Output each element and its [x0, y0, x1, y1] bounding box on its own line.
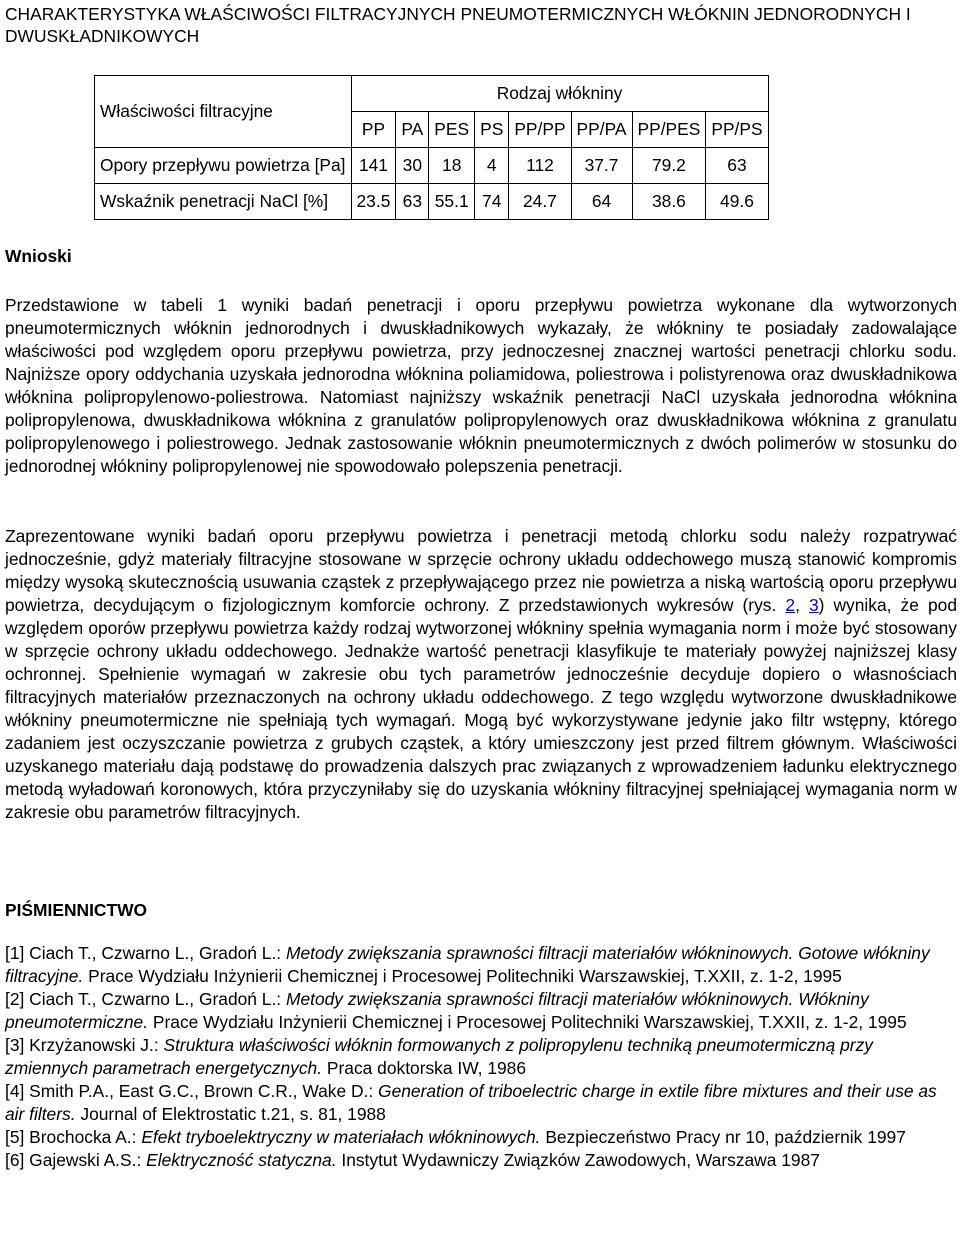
- table-cell: 18: [429, 148, 475, 184]
- reference-item: [5, 1034, 957, 1080]
- document-title: CHARAKTERYSTYKA WŁAŚCIWOŚCI FILTRACYJNYCH PNEUMOTERMICZNYCH WŁÓKNIN JEDNORODNYCH I DWUSKŁADNIKOWYCH: [5, 4, 911, 46]
- reference-source: Bezpieczeństwo Pracy nr 10, październik 1997: [540, 1127, 906, 1147]
- reference-title: Generation of triboelectric charge in extile fibre mixtures and their use as air filters.: [5, 1081, 937, 1124]
- reference-source: Praca doktorska IW, 1986: [322, 1058, 527, 1078]
- table-cell: 30: [396, 148, 429, 184]
- reference-item: [5, 1149, 957, 1172]
- conclusions-heading: Wnioski: [5, 246, 72, 266]
- reference-item: [5, 942, 957, 988]
- reference-source: Journal of Elektrostatic t.21, s. 81, 1988: [75, 1104, 386, 1124]
- table-cell: 112: [509, 148, 571, 184]
- reference-authors: [6] Gajewski A.S.:: [5, 1150, 147, 1170]
- reference-source: Prace Wydziału Inżynierii Chemicznej i Procesowej Politechniki Warszawskiej, T.XXII, z. 1-2, 1995: [83, 966, 842, 986]
- table-cell: 55.1: [429, 184, 475, 220]
- row-label: Wskaźnik penetracji NaCl [%]: [95, 184, 352, 220]
- reference-source: Prace Wydziału Inżynierii Chemicznej i Procesowej Politechniki Warszawskiej, T.XXII, z. 1-2, 1995: [148, 1012, 907, 1032]
- reference-item: [5, 988, 957, 1034]
- conclusions-paragraph-1: Przedstawione w tabeli 1 wyniki badań penetracji i oporu przepływu powietrza wykonane dla wytworzonych pneumotermicznych włóknin jednorodnych i dwuskładnikowych wykazały, że włókniny te posiadały zadowalające właściwości pod względem oporu przepływu powietrza, przy jednoczesnej znacznej wartości penetracji chlorku sodu. Najniższe opory oddychania uzyskała jednorodna włóknina poliamidowa, poliestrowa i polistyrenowa oraz dwuskładnikowa włóknina polipropylenowo-poliestrowa. Natomiast najniższy wskaźnik penetracji NaCl uzyskała jednorodna włóknina polipropylenowa, dwuskładnikowa włóknina z granulatów polipropylenowych oraz dwuskładnikowa włóknina z granulatu polipropylenowego i poliestrowego. Jednak zastosowanie włóknin pneumotermicznych z dwóch polimerów w stosunku do jednorodnej włókniny polipropylenowej nie spowodowało polepszenia penetracji.: [5, 295, 957, 476]
- table-row: [95, 148, 769, 184]
- reference-item: [5, 1080, 957, 1126]
- table-cell: 4: [475, 148, 509, 184]
- property-header-cell: Właściwości filtracyjne: [95, 76, 352, 148]
- reference-title: Metody zwiększania sprawności filtracji materiałów włókninowych. Gotowe włókniny filtracyjne.: [5, 943, 930, 986]
- reference-item: [5, 1126, 957, 1149]
- column-header: PP/PES: [632, 112, 706, 148]
- reference-authors: [2] Ciach T., Czwarno L., Gradoń L.:: [5, 989, 286, 1009]
- table-cell: 141: [351, 148, 396, 184]
- column-header: PES: [429, 112, 475, 148]
- table-cell: 49.6: [706, 184, 768, 220]
- reference-list: [5, 942, 957, 1172]
- reference-source: Instytut Wydawniczy Związków Zawodowych, Warszawa 1987: [336, 1150, 820, 1170]
- reference-authors: [3] Krzyżanowski J.:: [5, 1035, 164, 1055]
- reference-authors: [4] Smith P.A., East G.C., Brown C.R., Wake D.:: [5, 1081, 379, 1101]
- paragraph-2-text-start: Zaprezentowane wyniki badań oporu przepływu powietrza i penetracji metodą chlorku sodu należy rozpatrywać jednocześnie, gdyż materiały filtracyjne stosowane w sprzęcie ochrony układu oddechowego muszą stanowić kompromis między wysoką skutecznością usuwania cząstek z przepływającego przez nie powietrza a niską wartością oporu przepływu powietrza, decydującym o fizjologicznym komforcie ochrony. Z przedstawionych wykresów (rys.: [5, 526, 957, 615]
- table-cell: 63: [706, 148, 768, 184]
- table-cell: 38.6: [632, 184, 706, 220]
- column-header: PA: [396, 112, 429, 148]
- figure-link-separator: ,: [795, 595, 809, 615]
- column-header: PP/PA: [571, 112, 632, 148]
- reference-title: Struktura właściwości włóknin formowanych z polipropylenu techniką pneumotermiczną przy zmiennych parametrach energetycznych.: [5, 1035, 873, 1078]
- table-cell: 74: [475, 184, 509, 220]
- column-header: PS: [475, 112, 509, 148]
- column-header: PP: [351, 112, 396, 148]
- group-header-cell: Rodzaj włókniny: [351, 76, 768, 112]
- table-cell: 24.7: [509, 184, 571, 220]
- reference-authors: [5] Brochocka A.:: [5, 1127, 142, 1147]
- bibliography-heading: PIŚMIENNICTWO: [5, 900, 148, 920]
- table-cell: 64: [571, 184, 632, 220]
- table-cell: 23.5: [351, 184, 396, 220]
- reference-title: Metody zwiększania sprawności filtracji materiałów włókninowych. Włókniny pneumotermiczne.: [5, 989, 869, 1032]
- reference-title: Elektryczność statyczna.: [146, 1150, 337, 1170]
- figure-3-link[interactable]: 3: [808, 595, 819, 615]
- row-label: Opory przepływu powietrza [Pa]: [95, 148, 352, 184]
- reference-authors: [1] Ciach T., Czwarno L., Gradoń L.:: [5, 943, 286, 963]
- table-header-row: [95, 76, 769, 112]
- conclusions-paragraph-2: [5, 525, 957, 824]
- figure-2-link[interactable]: 2: [785, 595, 796, 615]
- document-page: [5, 0, 957, 1170]
- column-header: PP/PS: [706, 112, 768, 148]
- table-cell: 79.2: [632, 148, 706, 184]
- filtration-table-container: [94, 75, 769, 220]
- table-cell: 37.7: [571, 148, 632, 184]
- column-header: PP/PP: [509, 112, 571, 148]
- paragraph-2-text-end: ) wynika, że pod względem oporów przepływu powietrza każdy rodzaj wytworzonej włókniny spełnia wymagania norm i może być stosowany w sprzęcie ochrony układu oddechowego. Jednakże wartość penetracji klasyfikuje te materiały powyżej najniższej klasy ochronnej. Spełnienie wymagań w zakresie obu tych parametrów jednocześnie decyduje dopiero o własnościach filtracyjnych materiałów przeznaczonych na ochrony układu oddechowego. Z tego względu wytworzone dwuskładnikowe włókniny pneumotermiczne nie spełniają tych wymagań. Mogą być wykorzystywane jedynie jako filtr wstępny, którego zadaniem jest oczyszczanie powietrza z grubych cząstek, a który umieszczony jest przed filtrem głównym. Właściwości uzyskanego materiału dają podstawę do prowadzenia dalszych prac związanych z wprowadzeniem ładunku elektrycznego metodą wyładowań koronowych, która przyczyniłaby się do uzyskania włókniny filtracyjnej spełniającej wymagania norm w zakresie obu parametrów filtracyjnych.: [5, 595, 957, 822]
- reference-title: Efekt tryboelektryczny w materiałach włókninowych.: [141, 1127, 541, 1147]
- filtration-properties-table: [94, 75, 769, 220]
- table-row: [95, 184, 769, 220]
- table-cell: 63: [396, 184, 429, 220]
